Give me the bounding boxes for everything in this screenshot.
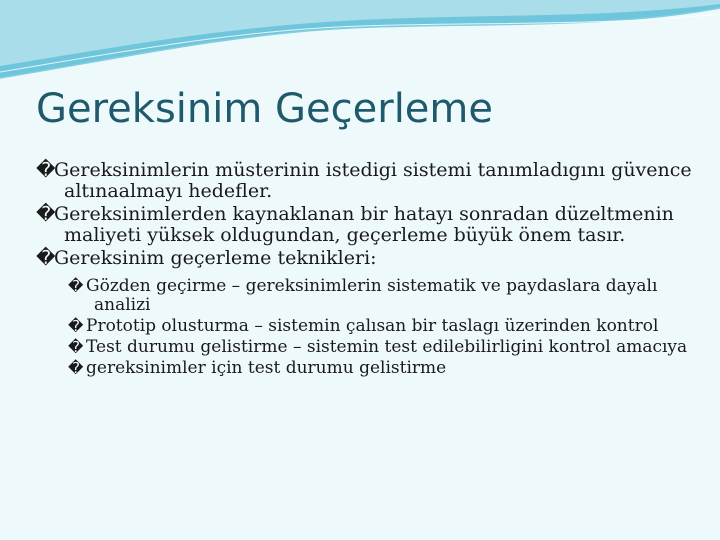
- bullet-text: Test durumu gelistirme – sistemin test edilebilirligini kontrol amacıya: [86, 337, 688, 357]
- bullet-item: [18, 248, 708, 269]
- bullet-marker-icon: �: [68, 317, 84, 335]
- bullet-text: Gereksinim geçerleme teknikleri:: [54, 247, 377, 269]
- bullet-item: [18, 160, 708, 202]
- bullet-text: Prototip olusturma – sistemin çalısan bir taslagı üzerinden kontrol: [86, 316, 659, 336]
- bullet-item: [18, 204, 708, 246]
- bullet-text: Gereksinimlerden kaynaklanan bir hatayı sonradan düzeltmenin maliyeti yüksek oldugundan, geçerleme büyük önem tasır.: [54, 203, 674, 246]
- bullet-marker-icon: �: [36, 247, 56, 269]
- sub-bullet-item: [18, 338, 708, 357]
- bullet-marker-icon: �: [68, 359, 84, 377]
- bullet-text: Gözden geçirme – gereksinimlerin sistematik ve paydaslara dayalı analizi: [86, 276, 658, 315]
- bullet-marker-icon: �: [36, 203, 56, 225]
- sub-bullet-item: [18, 277, 708, 315]
- bullet-marker-icon: �: [68, 338, 84, 356]
- sub-bullet-item: [18, 317, 708, 336]
- sub-bullet-item: [18, 359, 708, 378]
- bullet-marker-icon: �: [68, 277, 84, 295]
- bullet-text: gereksinimler için test durumu gelistirme: [86, 358, 447, 378]
- header-wave-decoration: [0, 0, 720, 90]
- slide-title: Gereksinim Geçerleme: [36, 86, 493, 132]
- bullet-marker-icon: �: [36, 159, 56, 181]
- bullet-list: [18, 160, 708, 380]
- bullet-text: Gereksinimlerin müsterinin istedigi sistemi tanımladıgını güvence altınaalmayı hedefler.: [54, 159, 692, 202]
